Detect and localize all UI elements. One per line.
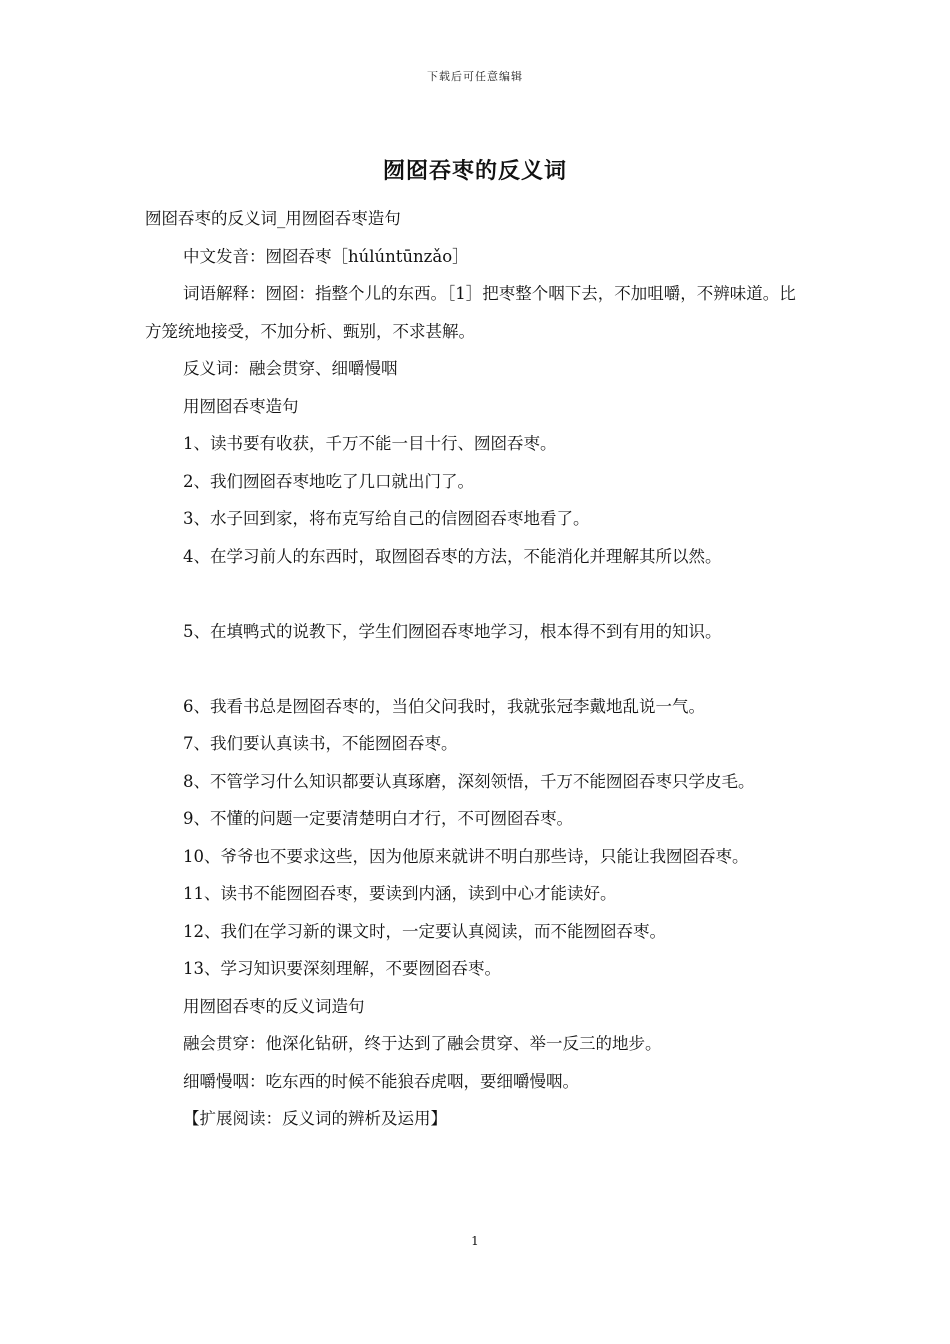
example-sentence: 8、不管学习什么知识都要认真琢磨，深刻领悟，千万不能囫囵吞枣只学皮毛。 bbox=[183, 771, 755, 791]
example-sentence: 1、读书要有收获，千万不能一目十行、囫囵吞枣。 bbox=[183, 434, 557, 453]
example-sentence: 7、我们要认真读书，不能囫囵吞枣。 bbox=[183, 734, 458, 753]
example-sentence: 4、在学习前人的东西时，取囫囵吞枣的方法，不能消化并理解其所以然。 bbox=[183, 546, 722, 566]
example-sentence: 6、我看书总是囫囵吞枣的，当伯父问我时，我就张冠李戴地乱说一气。 bbox=[183, 696, 705, 716]
example-sentence: 9、不懂的问题一定要清楚明白才行，不可囫囵吞枣。 bbox=[183, 809, 573, 828]
section-heading: 用囫囵吞枣造句 bbox=[183, 396, 299, 416]
antonym-example: 融会贯穿：他深化钻研，终于达到了融会贯穿、举一反三的地步。 bbox=[183, 1034, 662, 1053]
definition-paragraph: 词语解释：囫囵：指整个儿的东西。［1］把枣整个咽下去，不加咀嚼，不辨味道。比方笼统地接受，不加分析、甄别，不求甚解。 bbox=[145, 284, 796, 341]
subtitle-line: 囫囵吞枣的反义词_用囫囵吞枣造句 bbox=[145, 209, 401, 228]
example-sentence: 10、爷爷也不要求这些，因为他原来就讲不明白那些诗，只能让我囫囵吞枣。 bbox=[183, 846, 749, 866]
page-number: 1 bbox=[471, 1234, 479, 1248]
antonym-example: 细嚼慢咽：吃东西的时候不能狼吞虎咽，要细嚼慢咽。 bbox=[183, 1071, 579, 1091]
blank-line bbox=[145, 575, 809, 613]
antonym-line: 反义词：融会贯穿、细嚼慢咽 bbox=[183, 359, 398, 378]
header-note: 下载后可任意编辑 bbox=[427, 70, 523, 83]
example-sentence: 11、读书不能囫囵吞枣，要读到内涵，读到中心才能读好。 bbox=[183, 884, 617, 903]
section-heading: 用囫囵吞枣的反义词造句 bbox=[183, 996, 365, 1016]
pronunciation-line: 中文发音：囫囵吞枣［húlúntūnzǎo］ bbox=[183, 246, 469, 266]
example-sentence: 13、学习知识要深刻理解，不要囫囵吞枣。 bbox=[183, 959, 501, 978]
document-title: 囫囵吞枣的反义词 bbox=[382, 158, 567, 184]
example-sentence: 12、我们在学习新的课文时，一定要认真阅读，而不能囫囵吞枣。 bbox=[183, 921, 666, 941]
document-body bbox=[145, 200, 809, 1138]
example-sentence: 3、水子回到家，将布克写给自己的信囫囵吞枣地看了。 bbox=[183, 509, 590, 528]
example-sentence: 5、在填鸭式的说教下，学生们囫囵吞枣地学习，根本得不到有用的知识。 bbox=[183, 621, 722, 641]
example-sentence: 2、我们囫囵吞枣地吃了几口就出门了。 bbox=[183, 471, 474, 491]
blank-line bbox=[145, 650, 809, 688]
extended-reading-heading: 【扩展阅读：反义词的辨析及运用】 bbox=[183, 1109, 447, 1128]
